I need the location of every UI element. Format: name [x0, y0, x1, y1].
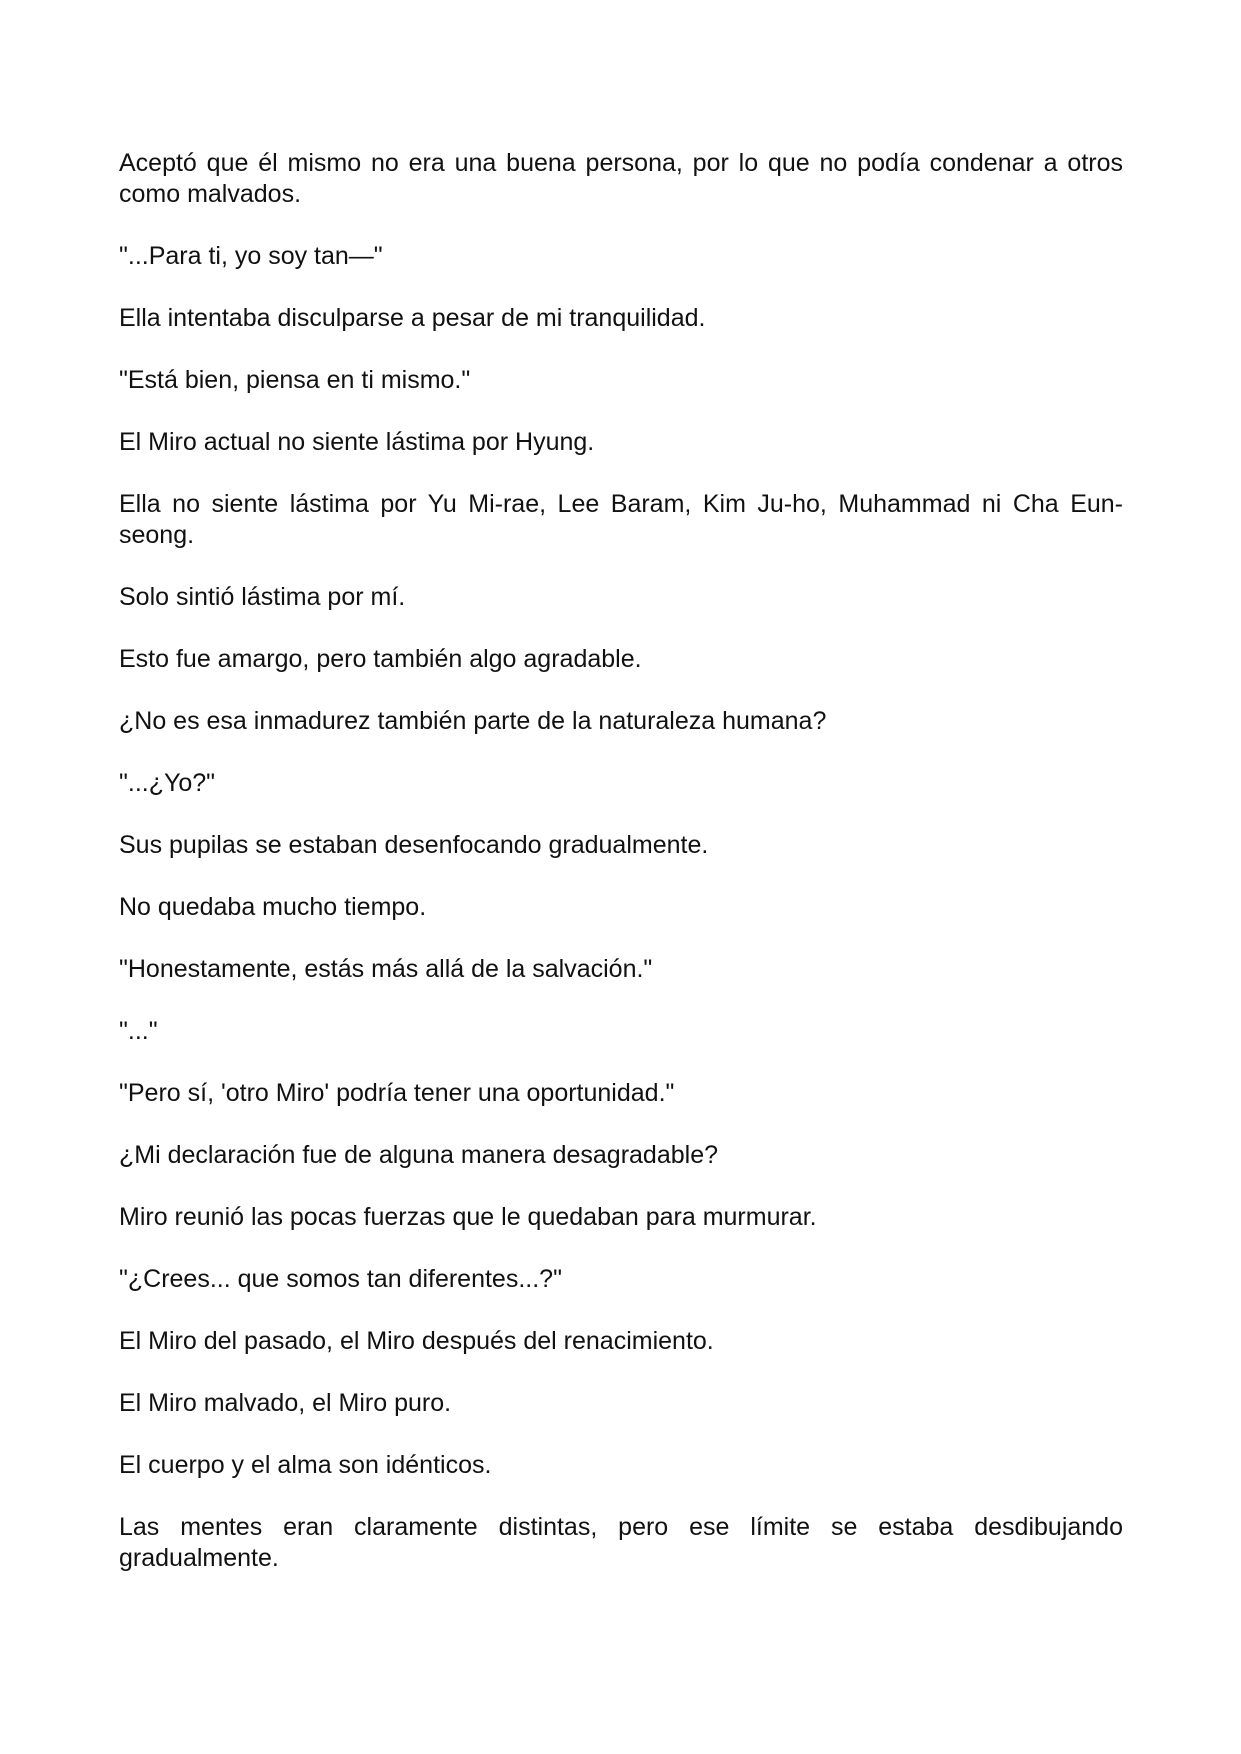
paragraph: Sus pupilas se estaban desenfocando gradualmente. — [119, 831, 709, 859]
paragraph: Aceptó que él mismo no era una buena persona, por lo que no podía condenar a otros como malvados. — [119, 149, 1123, 208]
paragraph: El Miro malvado, el Miro puro. — [119, 1389, 452, 1417]
paragraph: Ella no siente lástima por Yu Mi-rae, Lee Baram, Kim Ju-ho, Muhammad ni Cha Eun-seong. — [119, 490, 1123, 549]
paragraph: "...¿Yo?" — [119, 769, 216, 797]
paragraph: Solo sintió lástima por mí. — [119, 583, 406, 611]
paragraph: "...Para ti, yo soy tan—" — [119, 242, 383, 270]
paragraph: ¿Mi declaración fue de alguna manera desagradable? — [119, 1141, 718, 1169]
paragraph: El Miro del pasado, el Miro después del renacimiento. — [119, 1327, 714, 1355]
paragraph: "Está bien, piensa en ti mismo." — [119, 366, 471, 394]
paragraph: Ella intentaba disculparse a pesar de mi tranquilidad. — [119, 304, 706, 332]
paragraph: No quedaba mucho tiempo. — [119, 893, 427, 921]
paragraph: "Pero sí, 'otro Miro' podría tener una oportunidad." — [119, 1079, 675, 1107]
paragraph: ¿No es esa inmadurez también parte de la naturaleza humana? — [119, 707, 827, 735]
paragraph: Esto fue amargo, pero también algo agradable. — [119, 645, 642, 673]
paragraph: Las mentes eran claramente distintas, pero ese límite se estaba desdibujando gradualmente. — [119, 1513, 1123, 1572]
paragraph: El Miro actual no siente lástima por Hyung. — [119, 428, 595, 456]
paragraph: Miro reunió las pocas fuerzas que le quedaban para murmurar. — [119, 1203, 817, 1231]
paragraph: "¿Crees... que somos tan diferentes...?" — [119, 1265, 562, 1293]
paragraph: "Honestamente, estás más allá de la salvación." — [119, 955, 653, 983]
paragraph: El cuerpo y el alma son idénticos. — [119, 1451, 492, 1479]
document-body — [119, 148, 1123, 1605]
paragraph: "..." — [119, 1017, 158, 1045]
